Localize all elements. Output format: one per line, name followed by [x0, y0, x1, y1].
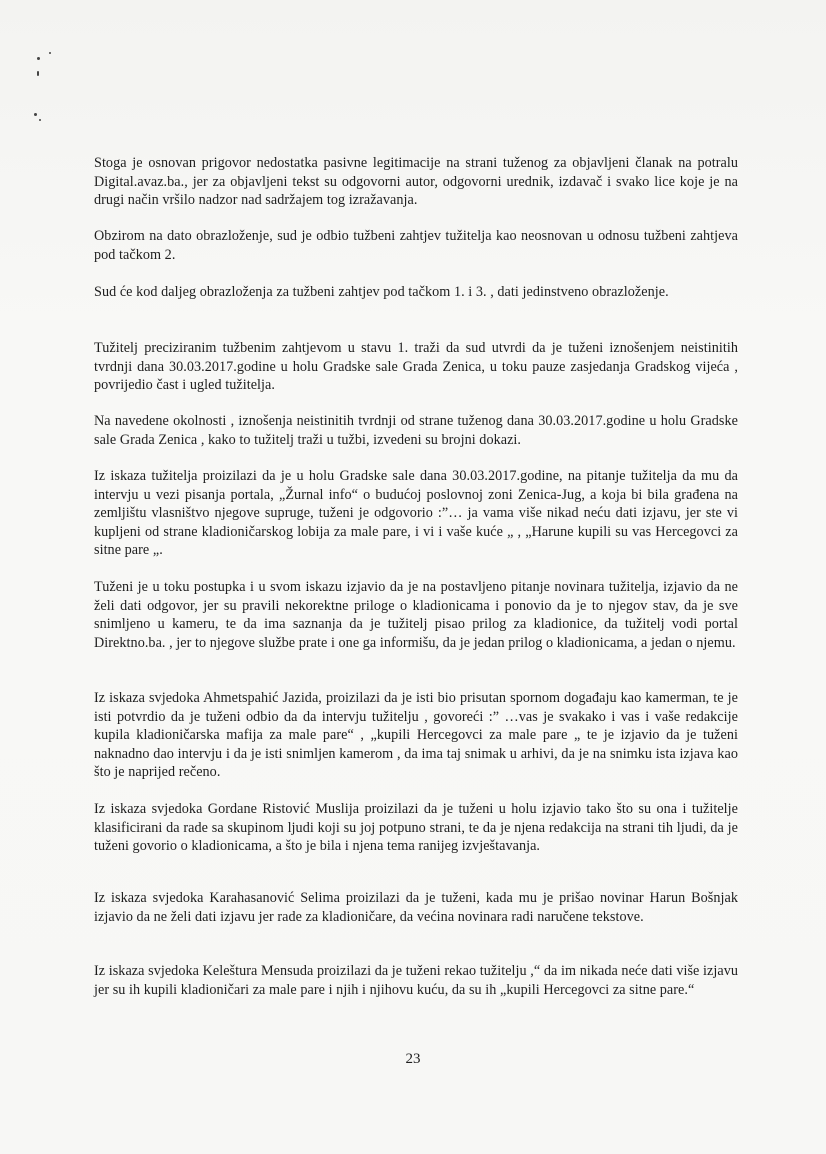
paragraph: Iz iskaza svjedoka Keleštura Mensuda proizilazi da je tuženi rekao tužitelju ,“ da im nikada neće dati više izjavu jer su ih kupili kladioničari za male pare i njih i njihovu kuću, da su ih „kupili Hercegovci za sitne pare.“	[94, 963, 738, 998]
paragraph: Na navedene okolnosti , iznošenja neistinitih tvrdnji od strane tuženog dana 30.03.2017.godine u holu Gradske sale Grada Zenica , kako to tužitelj traži u tužbi, izvedeni su brojni dokazi.	[94, 413, 738, 448]
paragraph: Stoga je osnovan prigovor nedostatka pasivne legitimacije na strani tuženog za objavljeni članak na potralu Digital.avaz.ba., jer za objavljeni tekst su odgovorni autor, odgovorni urednik, izdavač i svako lice koje je na drugi način vršilo nadzor nad sadržajem tog izražavanja.	[94, 155, 738, 208]
paragraph: Iz iskaza svjedoka Ahmetspahić Jazida, proizilazi da je isti bio prisutan spornom događaju kao kamerman, te je isti potvrdio da je tuženi odbio da da intervju tužitelju , govoreći :” …vas je svakako i vas i vaše redakcije kupila kladioničarska mafija za male pare“ , „kupili Hercegovci za male pare „ te je izjavio da je tuženi naknadno dao intervju i da je isti snimljen kamerom , da ima taj snimak u arhivi, da je na snimku ista izjava kao što je naprijed rečeno.	[94, 690, 738, 780]
page-number: 23	[405, 1051, 421, 1067]
scan-speck	[39, 119, 41, 121]
paragraph: Obzirom na dato obrazloženje, sud je odbio tužbeni zahtjev tužitelja kao neosnovan u odnosu tužbeni zahtjeva pod tačkom 2.	[94, 228, 738, 263]
paragraph: Iz iskaza svjedoka Karahasanović Selima proizilazi da je tuženi, kada mu je prišao novinar Harun Bošnjak izjavio da ne želi dati izjavu jer rade za kladioničare, da većina novinara radi naručene tekstove.	[94, 890, 738, 925]
paragraph: Iz iskaza svjedoka Gordane Ristović Muslija proizilazi da je tuženi u holu izjavio tako što su ona i tužitelje klasificirani da rade sa skupinom ljudi koji su joj potpuno strani, te da je njena redakcija na strani tih ljudi, da je tuženi govorio o kladionicama, a što je bila i njena tema ranijeg izvještavanja.	[94, 801, 738, 854]
scan-speck	[37, 71, 39, 76]
scan-speck	[37, 57, 40, 60]
paragraph: Sud će kod daljeg obrazloženja za tužbeni zahtjev pod tačkom 1. i 3. , dati jedinstveno obrazloženje.	[94, 284, 669, 300]
paragraph: Tuženi je u toku postupka i u svom iskazu izjavio da je na postavljeno pitanje novinara tužitelja, izjavio da ne želi dati odgovor, jer su pravili nekorektne priloge o kladionicama i ponovio da je to njegov stav, da je sve snimljeno u kameru, te da ima saznanja da je tužitelj pisao prilog za kladionice, da tužitelj vodi portal Direktno.ba. , jer to njegove službe prate i one ga informišu, da je jedan prilog o kladionicama, a jedan o njemu.	[94, 579, 738, 651]
scan-speck	[49, 52, 51, 54]
paragraph: Iz iskaza tužitelja proizilazi da je u holu Gradske sale dana 30.03.2017.godine, na pitanje tužitelja da mu da intervju u vezi pisanja portala, „Žurnal info“ o budućoj poslovnoj zoni Zenica-Jug, a koja bi bila građena na zemljištu vlasništvo njegove supruge, tuženi je odgovorio :”… ja vama više nikad neću dati izjavu, jer ste vi kupljeni od strane kladioničarskog lobija za male pare, i vi i vaše kuće „ , „Harune kupili su vas Hercegovci za sitne pare „.	[94, 468, 738, 558]
paragraph: Tužitelj preciziranim tužbenim zahtjevom u stavu 1. traži da sud utvrdi da je tuženi iznošenjem neistinitih tvrdnji dana 30.03.2017.godine u holu Gradske sale Grada Zenica, u toku pauze zasjedanja Gradskog vijeća , povrijedio čast i ugled tužitelja.	[94, 340, 738, 393]
scan-speck	[34, 113, 37, 116]
